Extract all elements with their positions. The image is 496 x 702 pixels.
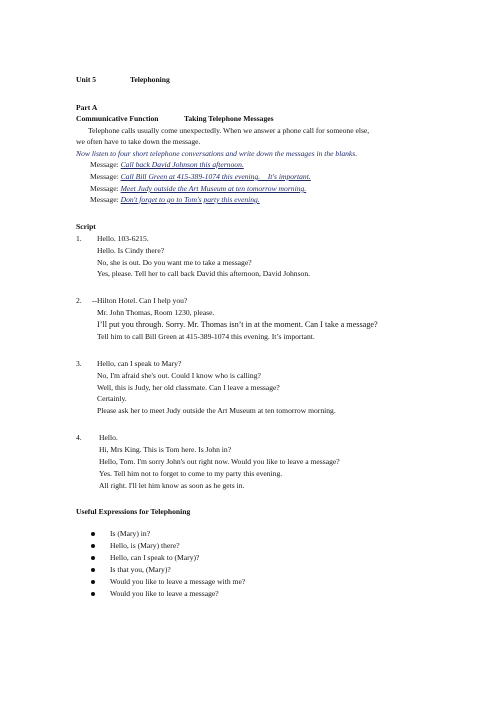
dialog-line: Well, this is Judy, her old classmate. Can I leave a message? bbox=[97, 383, 280, 392]
expression-item: Is that you, (Mary)? bbox=[110, 565, 171, 574]
bullet-icon bbox=[91, 544, 95, 548]
expression-item: Would you like to leave a message with me? bbox=[110, 577, 246, 586]
message-answer: Call Bill Green at 415-389-1074 this evening. It's important. bbox=[120, 172, 311, 181]
message-label: Message: bbox=[90, 172, 119, 181]
dialog-line: Hello. 103-6215. bbox=[97, 234, 149, 243]
dialog-number: 2. bbox=[76, 296, 82, 305]
expression-item: Would you like to leave a message? bbox=[110, 589, 219, 598]
message-row bbox=[90, 196, 260, 204]
dialog-number: 1. bbox=[76, 234, 82, 243]
message-label: Message: bbox=[90, 160, 119, 169]
dialog-line: Yes. Tell him not to forget to come to my party this evening. bbox=[99, 469, 283, 478]
dialog-line: Yes, please. Tell her to call back David this afternoon, David Johnson. bbox=[97, 269, 311, 278]
useful-expressions-heading: Useful Expressions for Telephoning bbox=[76, 507, 191, 516]
dialog-line: Hello. bbox=[99, 433, 118, 442]
message-answer: Call back David Johnson this afternoon. bbox=[120, 160, 244, 169]
dialog-line: Hello, Tom. I'm sorry John's out right now. Would you like to leave a message? bbox=[99, 457, 340, 466]
dialog-line: Hello, can I speak to Mary? bbox=[97, 359, 182, 368]
communicative-function-value: Taking Telephone Messages bbox=[184, 114, 274, 123]
dialog-line: Please ask her to meet Judy outside the Art Museum at ten tomorrow morning. bbox=[97, 406, 336, 415]
message-answer: Meet Judy outside the Art Museum at ten tomorrow morning. bbox=[120, 184, 307, 193]
expression-item: Is (Mary) in? bbox=[110, 529, 151, 538]
dialog-line: --Hilton Hotel. Can I help you? bbox=[92, 296, 188, 305]
unit-title: Telephoning bbox=[130, 75, 170, 84]
instruction-text: Now listen to four short telephone conversations and write down the messages in the blanks. bbox=[76, 149, 358, 158]
expression-item: Hello, can I speak to (Mary)? bbox=[110, 553, 200, 562]
dialog-line: Tell him to call Bill Green at 415-389-1074 this evening. It’s important. bbox=[97, 332, 315, 341]
message-label: Message: bbox=[90, 195, 119, 204]
intro-text-line-1: Telephone calls usually come unexpectedly. When we answer a phone call for someone else, bbox=[88, 126, 370, 135]
message-row bbox=[90, 185, 306, 193]
bullet-icon bbox=[91, 556, 95, 560]
dialog-number: 3. bbox=[76, 359, 82, 368]
dialog-line: Mr. John Thomas, Room 1230, please. bbox=[97, 308, 215, 317]
bullet-icon bbox=[91, 580, 95, 584]
message-label: Message: bbox=[90, 184, 119, 193]
part-a-heading: Part A bbox=[76, 103, 98, 112]
bullet-icon bbox=[91, 592, 95, 596]
dialog-line: All right. I'll let him know as soon as he gets in. bbox=[99, 481, 245, 490]
script-heading: Script bbox=[76, 222, 96, 231]
expression-item: Hello, is (Mary) there? bbox=[110, 541, 180, 550]
dialog-line: Hi, Mrs King. This is Tom here. Is John in? bbox=[99, 445, 232, 454]
bullet-icon bbox=[91, 532, 95, 536]
communicative-function-label: Communicative Function bbox=[76, 114, 159, 123]
message-answer: Don't forget to go to Tom's party this evening. bbox=[120, 195, 260, 204]
unit-number: Unit 5 bbox=[76, 75, 97, 84]
dialog-number: 4. bbox=[76, 433, 82, 442]
intro-text-line-2: we often have to take down the message. bbox=[76, 137, 201, 146]
dialog-line: I’ll put you through. Sorry. Mr. Thomas isn’t in at the moment. Can I take a message? bbox=[97, 320, 378, 329]
dialog-line: No, she is out. Do you want me to take a message? bbox=[97, 258, 252, 267]
dialog-line: No, I'm afraid she's out. Could I know who is calling? bbox=[97, 371, 261, 380]
bullet-icon bbox=[91, 568, 95, 572]
dialog-line: Hello. Is Cindy there? bbox=[97, 246, 165, 255]
dialog-line: Certainly. bbox=[97, 394, 127, 403]
message-row bbox=[90, 161, 244, 169]
message-row bbox=[90, 173, 311, 181]
